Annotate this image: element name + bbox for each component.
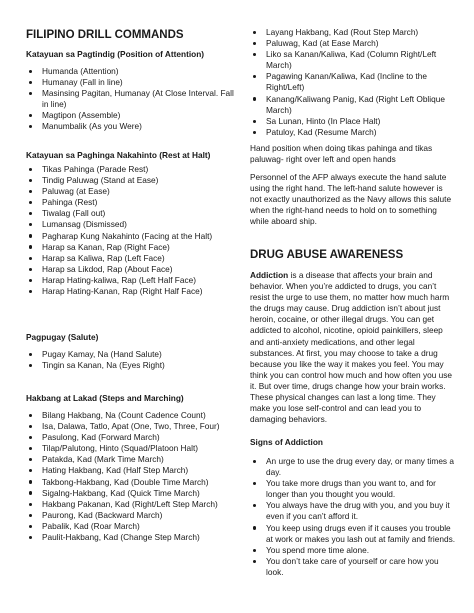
list-item: Harap Hating-Kanan, Rap (Right Half Face) [26, 286, 242, 297]
list-item: Pasulong, Kad (Forward March) [26, 432, 226, 443]
drill-commands-title: FILIPINO DRILL COMMANDS [26, 29, 184, 41]
list-item: Tilap/Palutong, Hinto (Squad/Platoon Halt) [26, 443, 226, 454]
list-item: You keep using drugs even if it causes you trouble at work or makes you lash out at family and friends. [250, 523, 456, 545]
list-item: Patakda, Kad (Mark Time March) [26, 454, 226, 465]
drug-abuse-title: DRUG ABUSE AWARENESS [250, 249, 404, 261]
list-item: Sa Lunan, Hinto (In Place Halt) [250, 116, 456, 127]
list-item: Hakbang Pakanan, Kad (Right/Left Step March) [26, 499, 226, 510]
list-item: Takbong-Hakbang, Kad (Double Time March) [26, 477, 226, 488]
list-item: Magtipon (Assemble) [26, 110, 242, 121]
list-item: Bilang Hakbang, Na (Count Cadence Count) [26, 410, 226, 421]
list-rest [26, 164, 242, 297]
list-item: Manumbalik (As you Were) [26, 121, 242, 132]
list-item: Sigalng-Hakbang, Kad (Quick Time March) [26, 488, 226, 499]
list-item: Harap sa Likdod, Rap (About Face) [26, 264, 242, 275]
list-item: An urge to use the drug every day, or many times a day. [250, 456, 456, 478]
list-item: Humanda (Attention) [26, 66, 242, 77]
list-item: Patuloy, Kad (Resume March) [250, 127, 456, 138]
list-item: Tingin sa Kanan, Na (Eyes Right) [26, 360, 242, 371]
list-item: Layang Hakbang, Kad (Rout Step March) [250, 27, 456, 38]
list-item: Kanang/Kaliwang Panig, Kad (Right Left Oblique March) [250, 94, 456, 116]
hand-position-note: Hand position when doing tikas pahinga and tikas paluwag- right over left and open hands [250, 143, 433, 165]
list-item: Pagawing Kanan/Kaliwa, Kad (Incline to the Right/Left) [250, 71, 456, 93]
list-item: Harap Hating-kaliwa, Rap (Left Half Face) [26, 275, 242, 286]
list-item: You always have the drug with you, and you buy it even if you can’t afford it. [250, 500, 456, 522]
list-item: Paluwag, Kad (at Ease March) [250, 38, 456, 49]
list-attention [26, 66, 242, 133]
list-item: Humanay (Fall in line) [26, 77, 242, 88]
section-heading-marching: Hakbang at Lakad (Steps and Marching) [26, 393, 184, 403]
list-item: Liko sa Kanan/Kaliwa, Kad (Column Right/Left March) [250, 49, 456, 71]
list-salute [26, 349, 242, 371]
list-item: Pugay Kamay, Na (Hand Salute) [26, 349, 242, 360]
list-item: Pagharap Kung Nakahinto (Facing at the Halt) [26, 231, 242, 242]
list-item: Pahinga (Rest) [26, 197, 242, 208]
list-marching [26, 410, 226, 543]
list-item: Paluwag (at Ease) [26, 186, 242, 197]
list-item: You spend more time alone. [250, 545, 456, 556]
list-marching-continued [250, 27, 456, 138]
list-item: Harap sa Kanan, Rap (Right Face) [26, 242, 242, 253]
list-signs [250, 456, 456, 578]
section-heading-salute: Pagpugay (Salute) [26, 332, 99, 342]
section-heading-rest: Katayuan sa Paghinga Nakahinto (Rest at Halt) [26, 150, 211, 160]
list-item: Tindig Paluwag (Stand at Ease) [26, 175, 242, 186]
list-item: Masinsing Pagitan, Humanay (At Close Interval. Fall in line) [26, 88, 242, 110]
list-item: You don’t take care of yourself or care how you look. [250, 556, 456, 578]
list-item: Lumansag (Dismissed) [26, 219, 242, 230]
list-item: Harap sa Kaliwa, Rap (Left Face) [26, 253, 242, 264]
section-heading-attention: Katayuan sa Pagtindig (Position of Attention) [26, 49, 205, 59]
list-item: Hating Hakbang, Kad (Half Step March) [26, 465, 226, 476]
list-item: Tikas Pahinga (Parade Rest) [26, 164, 242, 175]
list-item: Isa, Dalawa, Tatlo, Apat (One, Two, Three, Four) [26, 421, 226, 432]
list-item: Paulit-Hakbang, Kad (Change Step March) [26, 532, 226, 543]
addiction-term: Addiction [250, 270, 289, 280]
list-item: Pabalik, Kad (Roar March) [26, 521, 226, 532]
list-item: You take more drugs than you want to, and for longer than you thought you would. [250, 478, 456, 500]
signs-heading: Signs of Addiction [250, 437, 323, 447]
personnel-note: Personnel of the AFP always execute the hand salute using the right hand. The left-hand salute however is not exactly unauthorized as the Navy allows this salute when the right-hand needs to hold on to something while aboard ship. [250, 172, 452, 227]
addiction-paragraph [250, 270, 456, 425]
addiction-text: is a disease that affects your brain and behavior. When you’re addicted to drugs, you can’t resist the urge to use them, no matter how much harm the drugs may cause. Drug addiction isn’t about just heroin, cocaine, or other illegal drugs. You can get addicted to alcohol, nicotine, opioid painkillers, sleep and anti-anxiety medications, and other legal substances. At first, you may choose to take a drug because you like the way it makes you feel. You may think you can control how much and how often you use it. But over time, drugs change how your brain works. These physical changes can last a long time. They make you lose self-control and can lead you to damaging behaviors. [250, 270, 453, 425]
list-item: Paurong, Kad (Backward March) [26, 510, 226, 521]
list-item: Tiwalag (Fall out) [26, 208, 242, 219]
